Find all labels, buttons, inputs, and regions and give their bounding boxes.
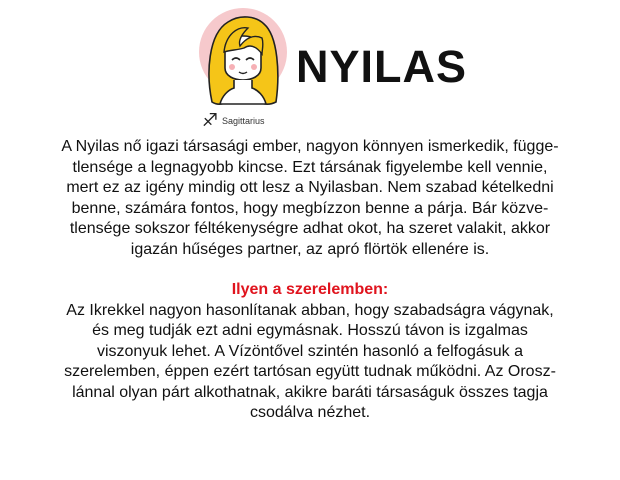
sagittarius-symbol-icon: ♐ <box>202 110 219 131</box>
intro-line: A Nyilas nő igazi társasági ember, nagyon könnyen ismerkedik, függe- <box>61 138 559 155</box>
intro-line: benne, számára fontos, hogy megbízzon benne a párja. Bár közve- <box>71 199 549 217</box>
header <box>0 0 620 135</box>
intro-line: tlensége a legnagyobb kincse. Ezt társának figyelembe kell vennie, <box>72 158 548 176</box>
intro-line: igazán hűséges partner, az apró flörtök ellenére is. <box>130 240 490 258</box>
badge-label: Sagittarius <box>222 116 265 126</box>
body-text <box>14 137 606 424</box>
love-line: lánnal olyan párt alkothatnak, akikre baráti társaságuk összes tagja <box>72 383 548 401</box>
love-section-heading: Ilyen a szerelemben: <box>231 281 389 298</box>
intro-line: tlensége sokszor féltékenységre adhat okot, ha szeret valakit, akkor <box>69 220 551 237</box>
page-title: NYILAS <box>296 41 468 92</box>
love-line: csodálva nézhet. <box>249 404 371 421</box>
love-line: viszonyuk lehet. A Vízöntővel szintén hasonló a felfogásuk a <box>96 342 524 360</box>
sagittarius-girl-illustration <box>198 4 288 134</box>
intro-paragraph <box>14 137 606 260</box>
love-line: és meg tudják ezt adni egymásnak. Hosszú távon is izgalmas <box>92 322 528 339</box>
love-line: szerelemben, éppen ezért tartósan együtt tudnak működni. Az Orosz- <box>64 363 556 380</box>
intro-line: mert ez az igény mindig ott lesz a Nyilasban. Nem szabad kételkedni <box>66 179 554 196</box>
love-line: Az Ikrekkel nagyon hasonlítanak abban, hogy szabadságra vágynak, <box>66 301 554 319</box>
love-paragraph <box>14 301 606 424</box>
spacer <box>14 260 606 280</box>
